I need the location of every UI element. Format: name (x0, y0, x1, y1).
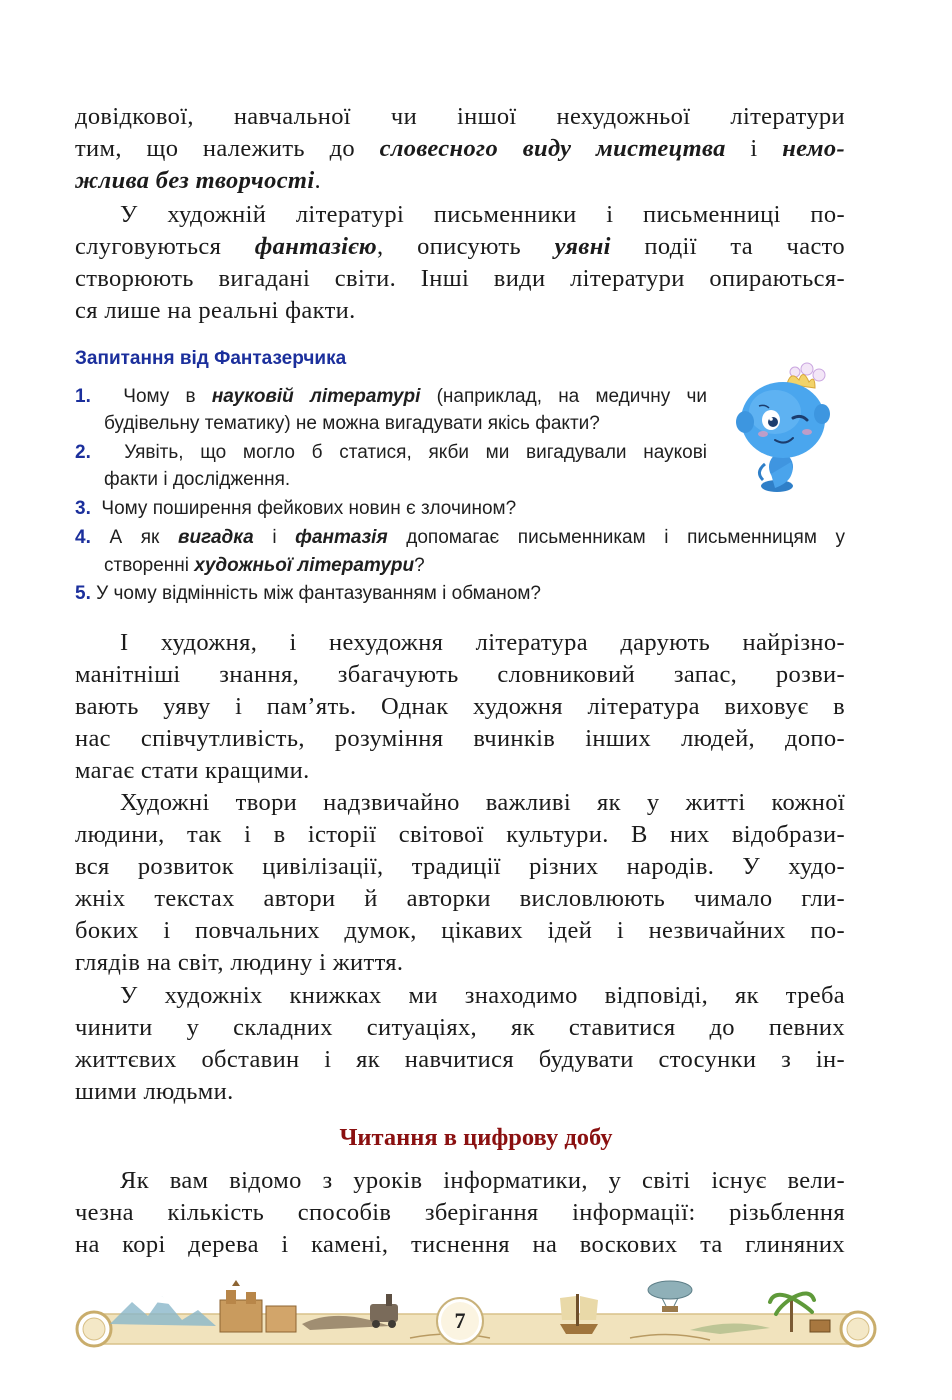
paragraph5-line4: шими людьми. (75, 1078, 234, 1105)
paragraph3-line3: вають уяву і пам’ять. Однак художня література виховує в (75, 693, 845, 720)
paragraph6-line1: Як вам відомо з уроків інформатики, у світі існує вели- (120, 1167, 845, 1194)
paragraph3-line2: манітніші знання, збагачують словниковий запас, розви- (75, 661, 845, 688)
text-run: тим, що належить до (75, 135, 380, 162)
emphasis-impossible: немо- (782, 135, 846, 162)
question-1-line1 (75, 383, 707, 410)
question-5-line1 (75, 580, 541, 607)
emphasis-verbal-art: словесного виду мистецтва (379, 135, 726, 162)
emphasis-imaginary: уявні (554, 233, 611, 260)
text-run: , описують (377, 233, 555, 260)
paragraph5-line1: У художніх книжках ми знаходимо відповіді, як треба (120, 982, 845, 1009)
text-run: У чому відмінність між фантазуванням і обманом? (96, 583, 541, 604)
emphasis-without-creativity: жлива без творчості (75, 167, 315, 194)
question-2-line1 (75, 439, 707, 466)
text-run: слуговуються (75, 233, 255, 260)
emphasis-fiction: художньої літератури (194, 555, 415, 576)
text-run: події та часто (610, 233, 845, 260)
emphasis-invention: вигадка (178, 527, 254, 548)
questions-title: Запитання від Фантазерчика (75, 348, 347, 369)
paragraph2-line3: створюють вигадані світи. Інші види літератури опираються- (75, 265, 845, 292)
paragraph2-line1: У художній літературі письменники і письменниці по- (120, 201, 845, 228)
text-run: і (253, 527, 296, 548)
paragraph4-line2: людини, так і в історії світової культури. В них відобрази- (75, 821, 845, 848)
paragraph6-line2: чезна кількість способів зберігання інформації: різьблення (75, 1199, 845, 1226)
paragraph4-line3: вся розвиток цивілізації, традиції різних народів. У худо- (75, 853, 845, 880)
page-number-badge (436, 1297, 484, 1345)
question-1-line2: будівельну тематику) не можна вигадувати якісь факти? (104, 413, 600, 434)
paragraph5-line2: чинити у складних ситуаціях, як ставитися до певних (75, 1014, 845, 1041)
question-4-line1 (75, 524, 845, 551)
text-run: . (314, 167, 321, 194)
paragraph4-line6: глядів на світ, людину і життя. (75, 949, 404, 976)
paragraph4-line5: боких і повчальних думок, цікавих ідей і незвичайних по- (75, 917, 845, 944)
text-run: Уявіть, що могло б статися, якби ми вигадували наукові (124, 442, 708, 463)
emphasis-fantasy: фантазією (254, 233, 378, 260)
question-4-line2 (104, 552, 425, 579)
text-run: і (725, 135, 783, 162)
emphasis-scientific-literature: науковій літературі (211, 386, 421, 407)
paragraph3-line5: магає стати кращими. (75, 757, 310, 784)
question-2-number: 2. (75, 442, 91, 463)
text-run: Чому в (123, 386, 212, 407)
paragraph2-line2 (75, 231, 845, 263)
paragraph1-line3 (75, 165, 845, 197)
paragraph6-line3: на корі дерева і камені, тиснення на воскових та глиняних (75, 1231, 845, 1258)
question-5-number: 5. (75, 583, 91, 604)
question-4-number: 4. (75, 527, 91, 548)
text-run: ? (414, 555, 425, 576)
paragraph1-line1: довідкової, навчальної чи іншої нехудожньої літератури (75, 103, 845, 130)
section-heading: Читання в цифрову добу (339, 1124, 613, 1151)
emphasis-fantasy-q: фантазія (295, 527, 388, 548)
text-run: допомагає письменникам і письменницям у (387, 527, 846, 548)
paragraph4-line4: жніх текстах автори й авторки висловлюють чимало гли- (75, 885, 845, 912)
blue-creature-mascot-icon (735, 362, 835, 492)
paragraph5-line3: життєвих обставин і як навчитися будувати стосунки з ін- (75, 1046, 845, 1073)
paragraph3-line1: І художня, і нехудожня література дарують найрізно- (120, 629, 845, 656)
text-run: (наприклад, на медичну чи (420, 386, 707, 407)
question-3-line1 (75, 495, 516, 522)
text-run: створенні (104, 555, 195, 576)
paragraph1-line2 (75, 133, 845, 165)
question-2-line2: факти і дослідження. (104, 469, 291, 490)
text-run: А як (109, 527, 178, 548)
paragraph2-line4: ся лише на реальні факти. (75, 297, 356, 324)
text-run: Чому поширення фейкових новин є злочином? (101, 498, 517, 519)
paragraph4-line1: Художні твори надзвичайно важливі як у житті кожної (120, 789, 845, 816)
paragraph3-line4: нас співчутливість, розуміння вчинків інших людей, допо- (75, 725, 845, 752)
question-3-number: 3. (75, 498, 91, 519)
page-number: 7 (454, 1308, 466, 1333)
question-1-number: 1. (75, 386, 91, 407)
